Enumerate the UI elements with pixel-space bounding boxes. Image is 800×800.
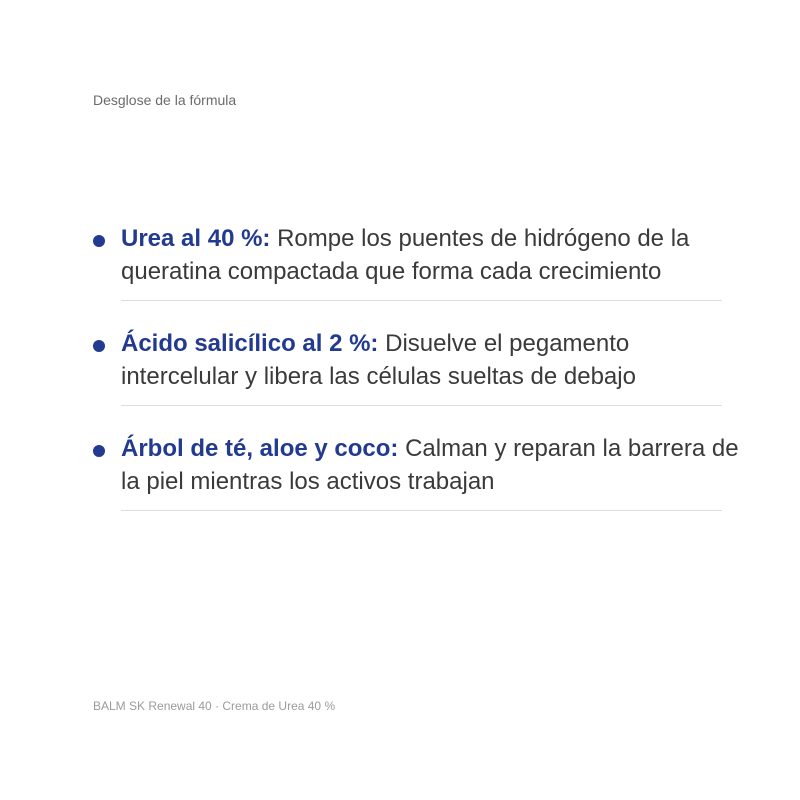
list-item-lead: Urea al 40 %: <box>121 225 271 252</box>
bullet-dot-icon <box>93 340 105 352</box>
list-item <box>92 327 752 406</box>
list-item-text <box>121 222 752 288</box>
list-item-description: Disuelve el pegamento intercelular y libera las células sueltas de debajo <box>121 330 636 390</box>
list-item <box>92 222 752 301</box>
page-header: Desglose de la fórmula <box>93 92 237 108</box>
page-footer: BALM SK Renewal 40 · Crema de Urea 40 % <box>93 699 336 713</box>
ingredient-list <box>92 222 752 511</box>
list-item-lead: Árbol de té, aloe y coco: <box>121 435 399 462</box>
list-item-description: Rompe los puentes de hidrógeno de la queratina compactada que forma cada crecimiento <box>121 225 690 285</box>
divider <box>121 300 722 301</box>
list-item-lead: Ácido salicílico al 2 %: <box>121 330 379 357</box>
divider <box>121 510 722 511</box>
bullet-dot-icon <box>93 235 105 247</box>
list-item-text <box>121 327 752 393</box>
divider <box>121 405 722 406</box>
list-item-text <box>121 432 752 498</box>
bullet-dot-icon <box>93 445 105 457</box>
list-item <box>92 432 752 511</box>
list-item-description: Calman y reparan la barrera de la piel mientras los activos trabajan <box>121 435 739 495</box>
